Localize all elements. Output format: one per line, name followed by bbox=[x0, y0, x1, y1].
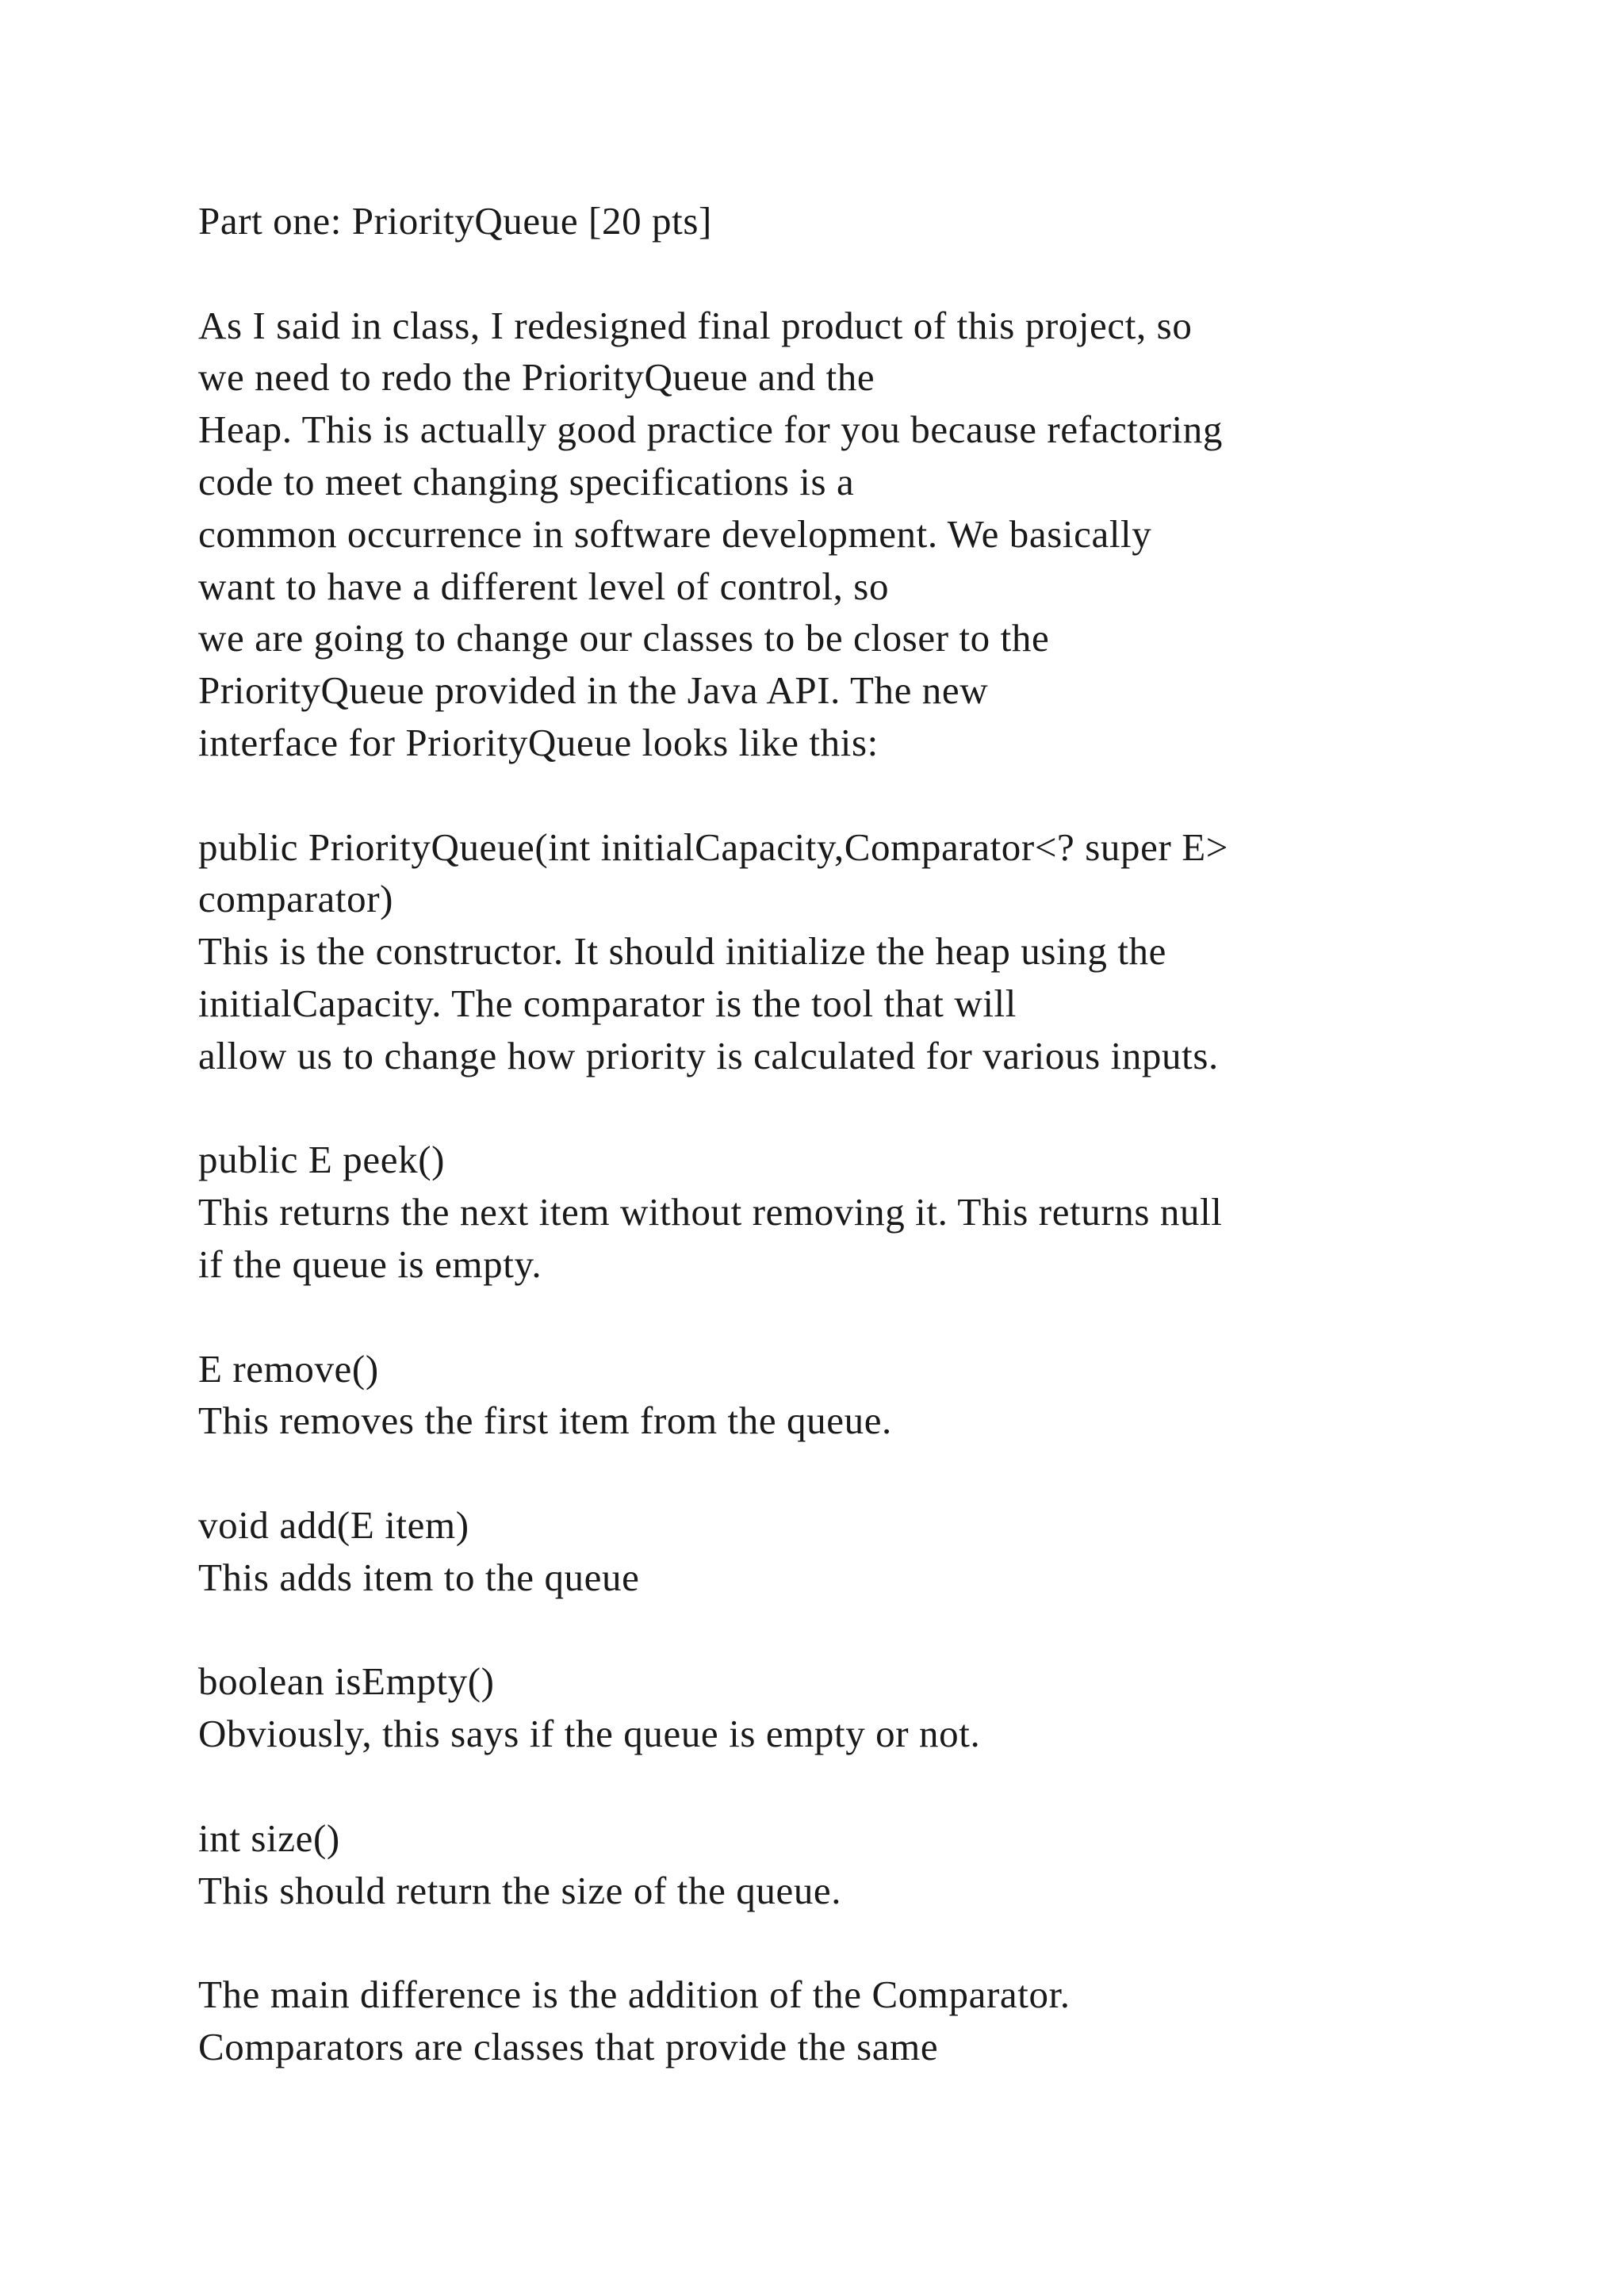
text-line: int size() bbox=[198, 1816, 340, 1860]
constructor-section bbox=[198, 821, 1546, 1082]
text-line: public E peek() bbox=[198, 1138, 446, 1182]
add-section bbox=[198, 1499, 1546, 1604]
paragraph-gap bbox=[198, 1604, 1546, 1656]
text-line: This should return the size of the queue. bbox=[198, 1868, 842, 1912]
text-line: As I said in class, I redesigned final product of this project, so bbox=[198, 303, 1193, 347]
intro-paragraph bbox=[198, 300, 1546, 769]
text-line: The main difference is the addition of the Comparator. bbox=[198, 1973, 1071, 2017]
text-line: we need to redo the PriorityQueue and the bbox=[198, 355, 875, 400]
text-line: interface for PriorityQueue looks like this: bbox=[198, 720, 879, 764]
text-line: This removes the first item from the queue. bbox=[198, 1399, 892, 1443]
remove-section bbox=[198, 1343, 1546, 1448]
text-line: code to meet changing specifications is a bbox=[198, 459, 855, 503]
text-line: comparator) bbox=[198, 877, 394, 921]
text-line: we are going to change our classes to be closer to the bbox=[198, 616, 1050, 660]
text-line: Part one: PriorityQueue [20 pts] bbox=[198, 199, 712, 243]
text-line: public PriorityQueue(int initialCapacity,Comparator<? super E> bbox=[198, 825, 1228, 869]
isempty-section bbox=[198, 1655, 1546, 1760]
text-line: Comparators are classes that provide the same bbox=[198, 2024, 939, 2068]
document-body bbox=[198, 195, 1546, 2073]
heading-part-one bbox=[198, 195, 1546, 247]
text-line: This adds item to the queue bbox=[198, 1555, 640, 1599]
paragraph-gap bbox=[198, 769, 1546, 821]
paragraph-gap bbox=[198, 1916, 1546, 1969]
text-line: E remove() bbox=[198, 1346, 379, 1391]
paragraph-gap bbox=[198, 1760, 1546, 1812]
text-line: allow us to change how priority is calculated for various inputs. bbox=[198, 1033, 1219, 1077]
text-line: PriorityQueue provided in the Java API. The new bbox=[198, 668, 989, 713]
text-line: This returns the next item without removing it. This returns null bbox=[198, 1190, 1223, 1234]
text-line: Obviously, this says if the queue is empty or not. bbox=[198, 1712, 981, 1756]
text-line: boolean isEmpty() bbox=[198, 1659, 495, 1704]
size-section bbox=[198, 1812, 1546, 1917]
comparator-paragraph bbox=[198, 1969, 1546, 2073]
text-line: if the queue is empty. bbox=[198, 1242, 542, 1286]
text-line: initialCapacity. The comparator is the tool that will bbox=[198, 981, 1017, 1025]
text-line: Heap. This is actually good practice for you because refactoring bbox=[198, 408, 1223, 452]
paragraph-gap bbox=[198, 1082, 1546, 1135]
text-line: void add(E item) bbox=[198, 1502, 469, 1547]
paragraph-gap bbox=[198, 1291, 1546, 1343]
text-line: This is the constructor. It should initialize the heap using the bbox=[198, 929, 1166, 974]
peek-section bbox=[198, 1134, 1546, 1290]
text-line: common occurrence in software development. We basically bbox=[198, 511, 1152, 556]
paragraph-gap bbox=[198, 247, 1546, 300]
text-line: want to have a different level of control, so bbox=[198, 564, 890, 608]
paragraph-gap bbox=[198, 1447, 1546, 1499]
